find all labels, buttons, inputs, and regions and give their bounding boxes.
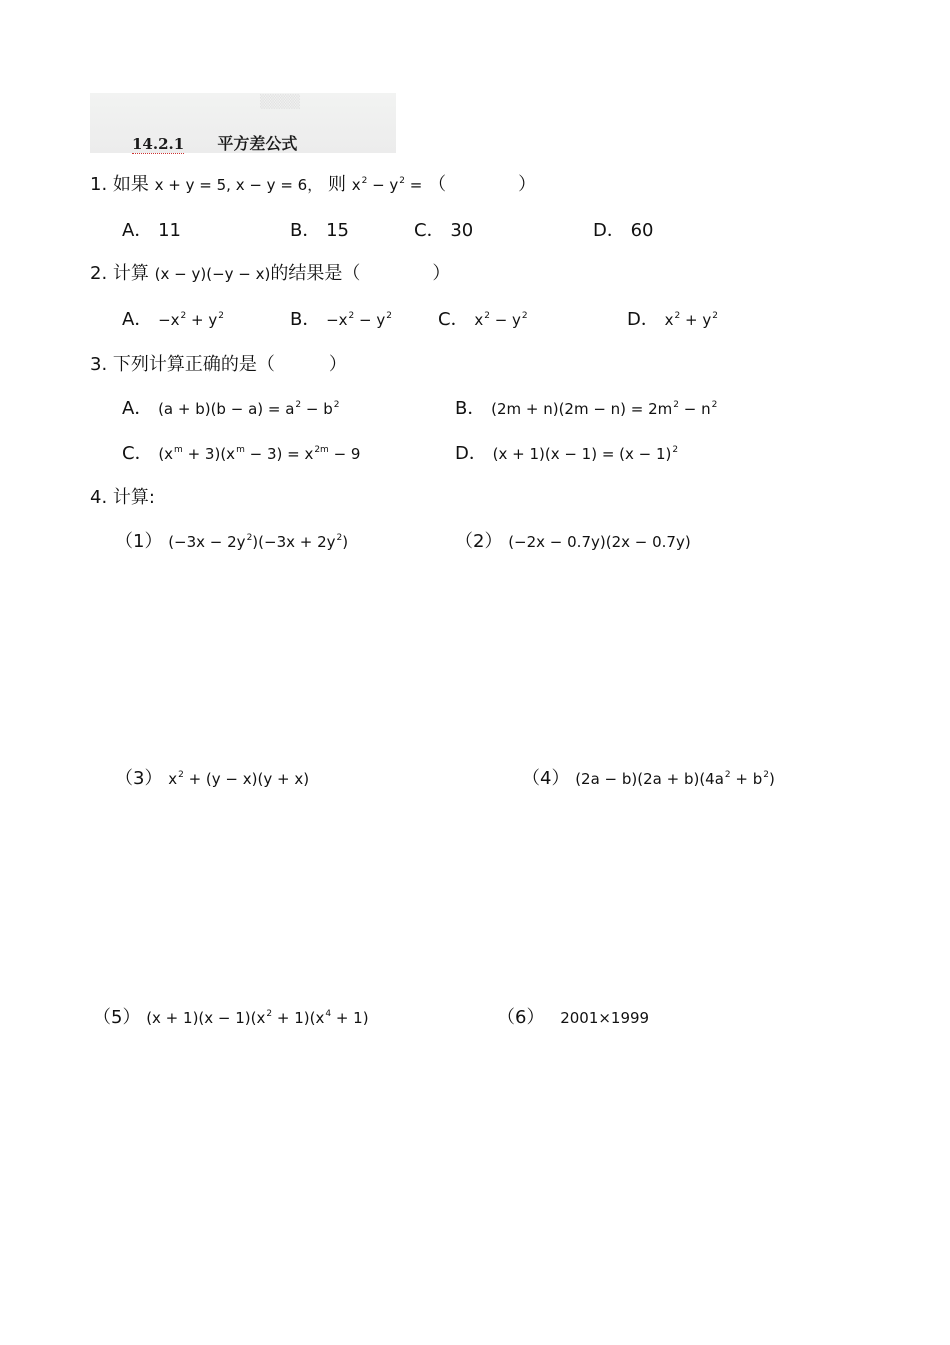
question-text: 计算: — [112, 487, 155, 508]
section-title: 平方差公式 — [217, 134, 298, 153]
sub-question-2: （2） (−2x − 0.7y)(2x − 0.7y) — [455, 531, 691, 552]
option-a: A． $-x^2 + y^2$ — [122, 309, 224, 330]
sub-question-1: （1） $(-3x - 2y^2)(-3x + 2y^2)$ — [115, 531, 349, 552]
option-d: D． $x^2 + y^2$ — [627, 309, 718, 330]
option-a: A． 11 — [122, 220, 181, 241]
option-d: D． $(x + 1)(x - 1) = (x - 1)^2$ — [455, 443, 679, 464]
math-expression: (x − y)(−y − x) — [154, 265, 271, 283]
option-a: A． $(a + b)(b - a) = a^2 - b^2$ — [122, 398, 340, 419]
question-text: 如果 — [112, 174, 149, 195]
option-c: C． $x^2 - y^2$ — [438, 309, 528, 330]
answer-blank: （ ） — [428, 174, 537, 195]
question-text: 下列计算正确的是（ ） — [112, 354, 347, 375]
sub-question-5: （5） $(x + 1)(x - 1)(x^2 + 1)(x^4 + 1)$ — [93, 1007, 369, 1028]
sub-question-3: （3） $x^2 + (y - x)(y + x)$ — [115, 768, 310, 789]
question-number: 2. — [90, 263, 108, 284]
question-number: 3. — [90, 354, 108, 375]
question-text: 计算 — [112, 263, 149, 284]
option-b: B． $(2m + n)(2m - n) = 2m^2 - n^2$ — [455, 398, 718, 419]
option-d: D． 60 — [593, 220, 654, 241]
banner-watermark: ▒▒▒▒ — [260, 95, 300, 110]
question-1 — [90, 170, 536, 196]
math-expression: $x^2 - y^2$ = — [351, 176, 423, 194]
section-number: 14.2.1 — [132, 135, 185, 153]
question-number: 1. — [90, 174, 108, 195]
question-number: 4. — [90, 487, 108, 508]
option-b: B． 15 — [290, 220, 349, 241]
sub-question-4: （4） $(2a - b)(2a + b)(4a^2 + b^2)$ — [522, 768, 775, 789]
question-3 — [90, 350, 347, 376]
option-c: C． $(x^m + 3)(x^m - 3) = x^{2m} - 9$ — [122, 443, 361, 464]
option-b: B． $-x^2 - y^2$ — [290, 309, 392, 330]
option-c: C． 30 — [414, 220, 474, 241]
math-expression: x + y = 5, x − y = 6， — [154, 176, 323, 194]
question-text: 则 — [327, 174, 346, 195]
question-2 — [90, 259, 450, 285]
section-heading — [132, 131, 297, 154]
sub-question-6: （6） 2001×1999 — [497, 1007, 650, 1028]
question-text: 的结果是（ ） — [270, 263, 451, 284]
question-4 — [90, 483, 155, 509]
